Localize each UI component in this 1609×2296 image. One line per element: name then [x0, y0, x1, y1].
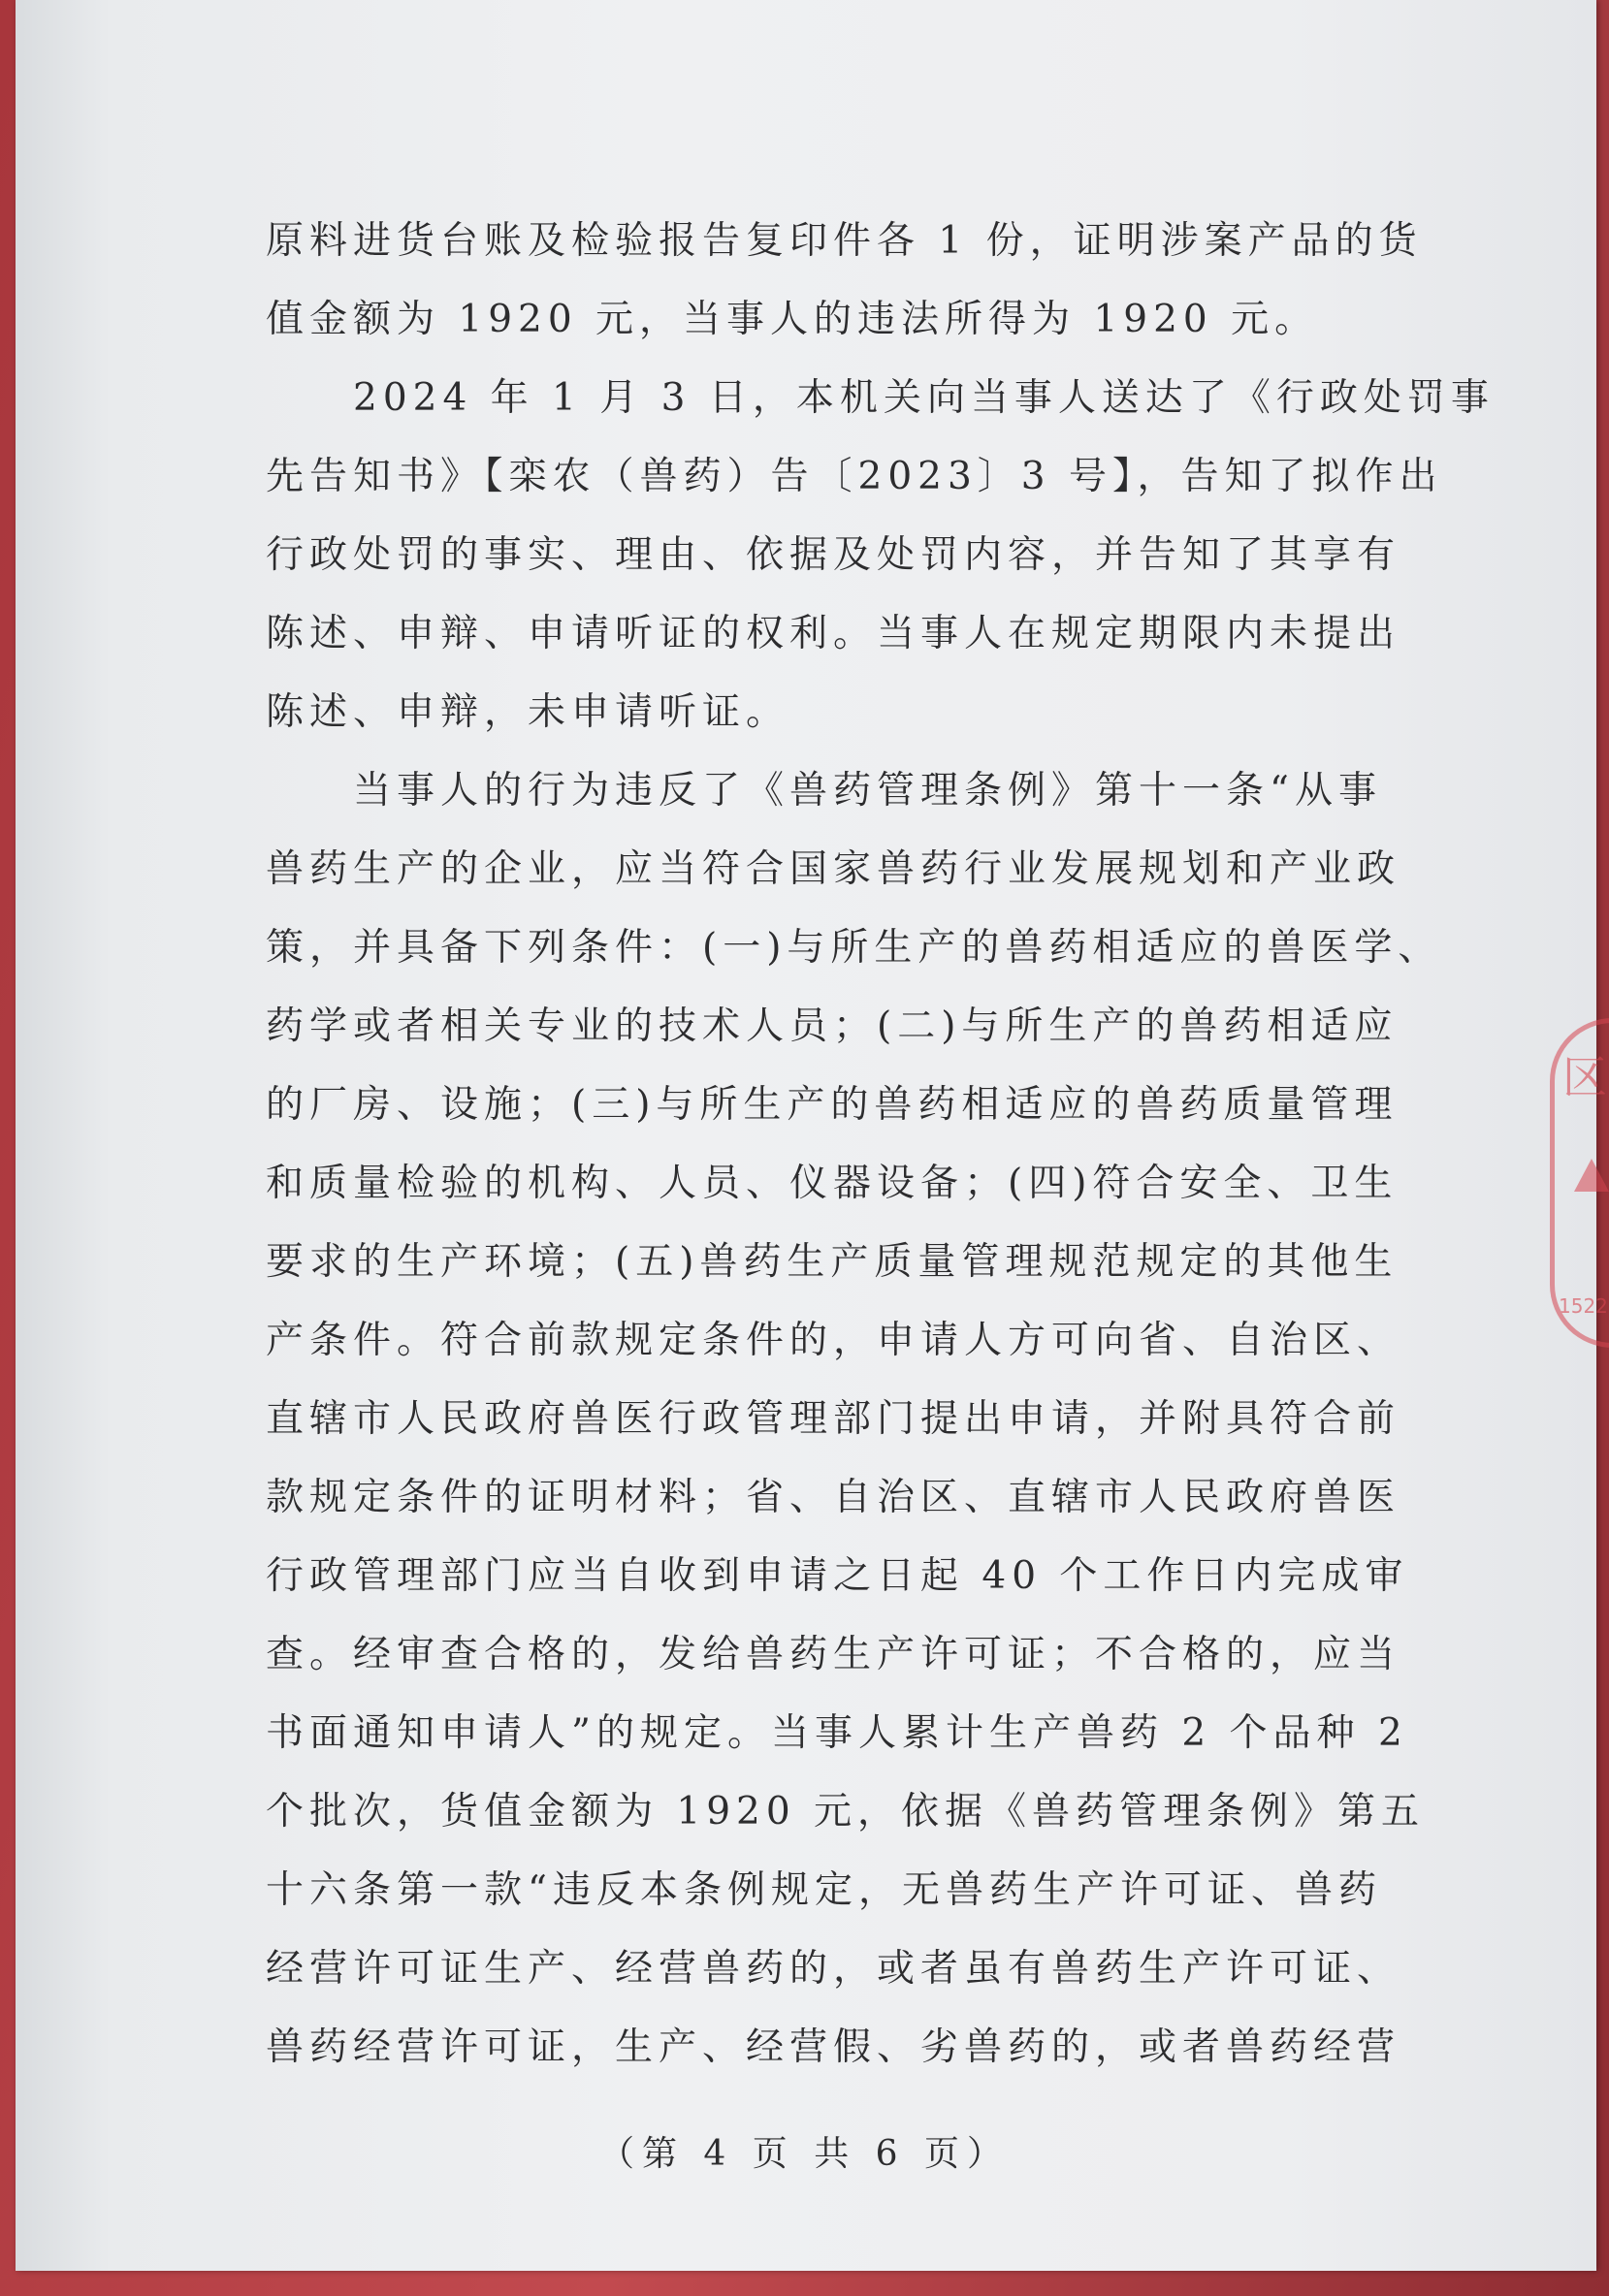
text-line: 兽药经营许可证，生产、经营假、劣兽药的，或者兽药经营: [266, 2025, 1401, 2069]
text-line: 要求的生产环境；(五)兽药生产质量管理规范规定的其他生: [266, 1240, 1399, 1284]
text-line: 策，并具备下列条件：(一)与所生产的兽药相适应的兽医学、: [266, 926, 1442, 970]
text-line: 查。经审查合格的，发给兽药生产许可证；不合格的，应当: [266, 1633, 1401, 1676]
text-line: 原料进货台账及检验报告复印件各 1 份，证明涉案产品的货: [266, 219, 1423, 263]
document-body: [266, 202, 1495, 2087]
text-line: 十六条第一款“违反本条例规定，无兽药生产许可证、兽药: [266, 1868, 1382, 1912]
text-line: 当事人的行为违反了《兽药管理条例》第十一条“从事: [353, 769, 1382, 813]
text-line: 兽药生产的企业，应当符合国家兽药行业发展规划和产业政: [266, 847, 1401, 891]
text-line: 和质量检验的机构、人员、仪器设备；(四)符合安全、卫生: [266, 1162, 1399, 1205]
document-page: [16, 0, 1596, 2271]
text-line: 款规定条件的证明材料；省、自治区、直辖市人民政府兽医: [266, 1476, 1401, 1519]
seal-character: 区: [1562, 1051, 1607, 1103]
seal-star-icon: [1574, 1159, 1609, 1192]
text-line: 行政处罚的事实、理由、依据及处罚内容，并告知了其享有: [266, 533, 1401, 577]
text-line: 的厂房、设施；(三)与所生产的兽药相适应的兽药质量管理: [266, 1083, 1399, 1127]
text-line: 产条件。符合前款规定条件的，申请人方可向省、自治区、: [266, 1319, 1401, 1362]
official-seal-stamp: [1550, 1018, 1609, 1348]
text-line: 个批次，货值金额为 1920 元，依据《兽药管理条例》第五: [266, 1790, 1426, 1834]
text-line: 2024 年 1 月 3 日，本机关向当事人送达了《行政处罚事: [353, 376, 1495, 420]
text-line: 先告知书》【栾农（兽药）告〔2023〕3 号】，告知了拟作出: [266, 455, 1443, 498]
text-line: 书面通知申请人”的规定。当事人累计生产兽药 2 个品种 2: [266, 1711, 1408, 1755]
seal-code: 1522: [1559, 1294, 1608, 1318]
text-line: 行政管理部门应当自收到申请之日起 40 个工作日内完成审: [266, 1554, 1409, 1598]
text-line: 陈述、申辩、申请听证的权利。当事人在规定期限内未提出: [266, 612, 1401, 655]
text-line: 值金额为 1920 元，当事人的违法所得为 1920 元。: [266, 298, 1319, 341]
text-line: 经营许可证生产、经营兽药的，或者虽有兽药生产许可证、: [266, 1947, 1401, 1991]
text-line: 陈述、申辩，未申请听证。: [266, 690, 790, 734]
text-line: 药学或者相关专业的技术人员；(二)与所生产的兽药相适应: [266, 1004, 1399, 1048]
text-line: 直辖市人民政府兽医行政管理部门提出申请，并附具符合前: [266, 1397, 1401, 1441]
page-number-footer: （第 4 页 共 6 页）: [598, 2134, 1011, 2174]
